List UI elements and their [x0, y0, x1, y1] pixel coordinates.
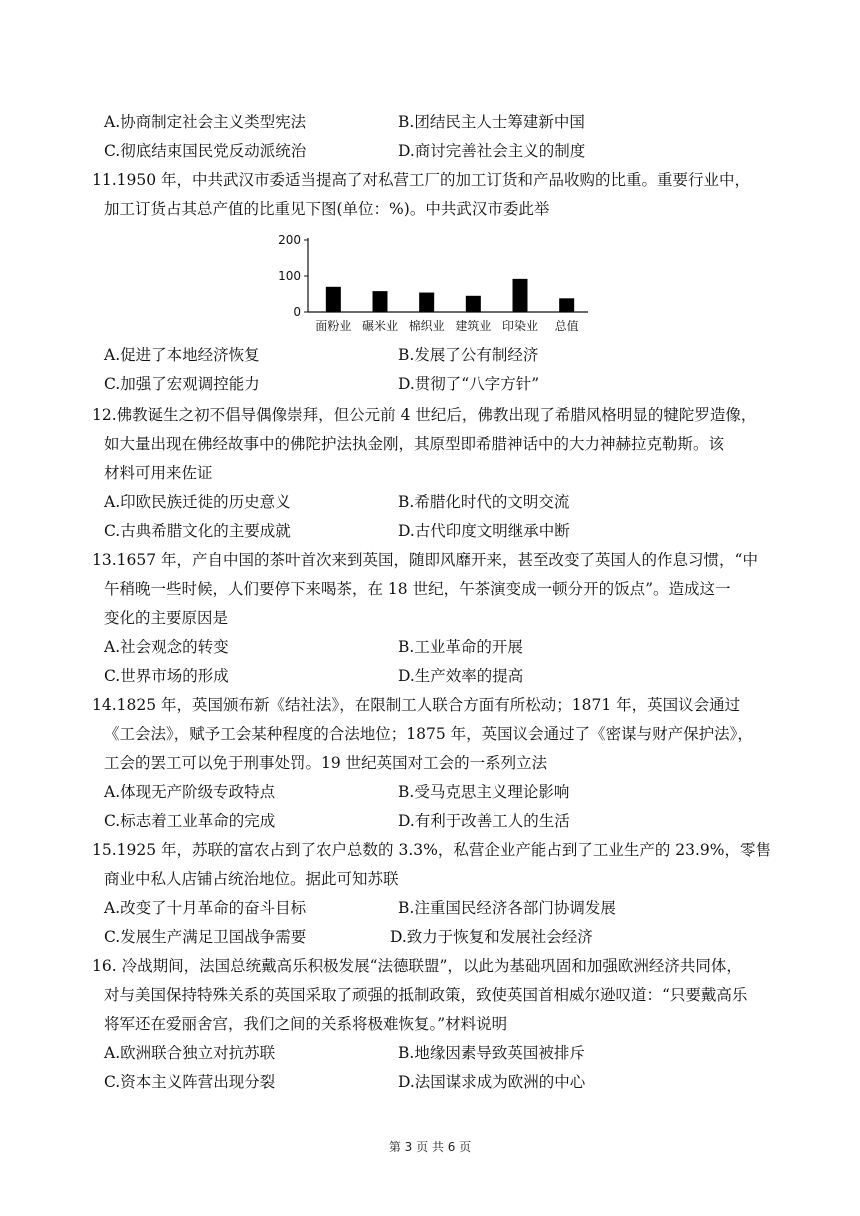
- q13-stem-line-2: 午稍晚一些时候，人们要停下来喝茶，在 18 世纪，午茶演变成一顿分开的饭点”。造成这一: [104, 580, 731, 598]
- q10-option-b: B.团结民主人士筹建新中国: [398, 113, 585, 131]
- q15-stem-line-1: 15.1925 年，苏联的富农占到了农户总数的 3.3%，私营企业产能占到了工业生产的 23.9%，零售: [92, 841, 771, 859]
- q13-option-c: C.世界市场的形成: [104, 667, 229, 685]
- q16-stem-line-3: 将军还在爱丽舍宫，我们之间的关系将极难恢复。”材料说明: [104, 1015, 508, 1033]
- q16-option-c: C.资本主义阵营出现分裂: [104, 1073, 276, 1091]
- q16-option-b: B.地缘因素导致英国被排斥: [398, 1044, 585, 1062]
- bar-6: [559, 298, 574, 312]
- q16-option-d: D.法国谋求成为欧洲的中心: [398, 1073, 586, 1091]
- q11-option-c: C.加强了宏观调控能力: [104, 375, 260, 393]
- q14-stem-line-3: 工会的罢工可以免于刑事处罚。19 世纪英国对工会的一系列立法: [104, 754, 548, 772]
- q12-stem-line-3: 材料可用来佐证: [104, 464, 213, 482]
- q12-option-a: A.印欧民族迁徙的历史意义: [104, 493, 291, 511]
- q13-stem-line-1: 13.1657 年，产自中国的茶叶首次来到英国，随即风靡开来，甚至改变了英国人的作息习惯，“中: [92, 551, 758, 569]
- x-tick-label: 棉织业: [408, 319, 445, 333]
- q13-option-a: A.社会观念的转变: [104, 638, 229, 656]
- y-tick-label: 0: [293, 305, 301, 319]
- q11-stem-line-1: 11.1950 年，中共武汉市委适当提高了对私营工厂的加工订货和产品收购的比重。重要行业中，: [92, 171, 751, 189]
- y-tick-label: 200: [278, 233, 301, 247]
- q13-stem-line-3: 变化的主要原因是: [104, 609, 229, 627]
- q14-option-b: B.受马克思主义理论影响: [398, 783, 570, 801]
- q10-option-a: A.协商制定社会主义类型宪法: [104, 113, 307, 131]
- x-tick-label: 印染业: [501, 319, 539, 333]
- q14-option-a: A.体现无产阶级专政特点: [104, 783, 276, 801]
- q10-option-d: D.商讨完善社会主义的制度: [398, 142, 586, 160]
- q10-option-c: C.彻底结束国民党反动派统治: [104, 142, 307, 160]
- q11-option-d: D.贯彻了“八字方针”: [398, 375, 540, 393]
- q11-option-a: A.促进了本地经济恢复: [104, 346, 260, 364]
- q16-option-a: A.欧洲联合独立对抗苏联: [104, 1044, 276, 1062]
- q13-option-d: D.生产效率的提高: [398, 667, 524, 685]
- q15-stem-line-2: 商业中私人店铺占统治地位。据此可知苏联: [104, 870, 399, 888]
- bar-5: [513, 279, 528, 312]
- bar-2: [373, 291, 388, 312]
- q11-stem-line-2: 加工订货占其总产值的比重见下图(单位：%)。中共武汉市委此举: [104, 200, 550, 218]
- q15-option-b: B.注重国民经济各部门协调发展: [398, 899, 616, 917]
- q15-option-a: A.改变了十月革命的奋斗目标: [104, 899, 307, 917]
- q12-option-d: D.古代印度文明继承中断: [398, 522, 570, 540]
- x-tick-label: 总值: [554, 319, 579, 333]
- q14-stem-line-2: 《工会法》，赋予工会某种程度的合法地位；1875 年，英国议会通过了《密谋与财产保护法》，: [104, 725, 753, 743]
- q16-stem-line-1: 16. 冷战期间，法国总统戴高乐积极发展“法德联盟”，以此为基础巩固和加强欧洲经济共同体，: [92, 957, 742, 975]
- q11-option-b: B.发展了公有制经济: [398, 346, 539, 364]
- q12-option-c: C.古典希腊文化的主要成就: [104, 522, 291, 540]
- q15-option-c: C.发展生产满足卫国战争需要: [104, 928, 307, 946]
- bar-1: [326, 287, 341, 312]
- q14-option-d: D.有利于改善工人的生活: [398, 812, 570, 830]
- q16-stem-line-2: 对与美国保持特殊关系的英国采取了顽强的抵制政策，致使英国首相威尔逊叹道：“只要戴高乐: [104, 986, 748, 1004]
- q12-option-b: B.希腊化时代的文明交流: [398, 493, 570, 511]
- x-tick-label: 建筑业: [455, 319, 492, 333]
- x-tick-label: 面粉业: [315, 319, 352, 333]
- q15-option-d: D.致力于恢复和发展社会经济: [390, 928, 593, 946]
- q12-stem-line-2: 如大量出现在佛经故事中的佛陀护法执金刚，其原型即希腊神话中的大力神赫拉克勒斯。该: [104, 435, 725, 453]
- q11-bar-chart: [268, 232, 598, 342]
- q13-option-b: B.工业革命的开展: [398, 638, 523, 656]
- page-footer: 第 3 页 共 6 页: [388, 1140, 472, 1154]
- y-tick-label: 100: [278, 269, 301, 283]
- x-tick-label: 碾米业: [361, 319, 399, 333]
- bar-3: [419, 293, 434, 312]
- q14-stem-line-1: 14.1825 年，英国颁布新《结社法》，在限制工人联合方面有所松动；1871 年，英国议会通过: [92, 696, 741, 714]
- q12-stem-line-1: 12.佛教诞生之初不倡导偶像崇拜，但公元前 4 世纪后，佛教出现了希腊风格明显的犍陀罗造像，: [92, 406, 757, 424]
- bar-4: [466, 296, 481, 312]
- q14-option-c: C.标志着工业革命的完成: [104, 812, 276, 830]
